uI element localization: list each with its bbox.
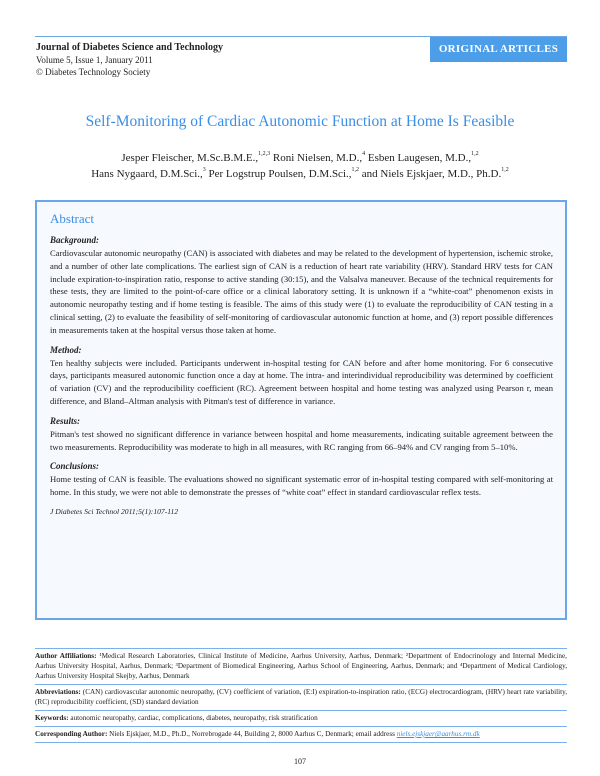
journal-title: Journal of Diabetes Science and Technology [36,42,223,53]
author: and Niels Ejskjaer, M.D., Ph.D. [359,168,502,180]
journal-info [36,42,223,78]
article-type-badge: ORIGINAL ARTICLES [430,37,567,62]
abstract-box [35,200,567,620]
results-text: Pitman's test showed no significant difference in variance between hospital and home measurements, indicating suitable agreement between the two measurements. Reproducibility was moderate to high in all measures, with RC ranging from 66–94% and CV ranging from 5–10%. [50,428,553,452]
abstract-heading: Abstract [50,211,95,226]
page-number: 107 [294,757,306,766]
affiliations-text: ¹Medical Research Laboratories, Clinical Institute of Medicine, Aarhus University, Aarhus, Denmark; ²Department of Endocrinology and Internal Medicine, Aarhus University Hospital, Aarhus, Denmark; ³Department of Biomedical Engineering, Aarhus School of Engineering, Aarhus, Denmark; and ⁴Department of Medical Cardiology, Aarhus University Hospital Skejby, Aarhus, Denmark [35,652,567,680]
keywords-text: autonomic neuropathy, cardiac, complications, diabetes, neuropathy, risk stratification [68,714,318,722]
corresponding-text: Niels Ejskjaer, M.D., Ph.D., Norrebrogade 44, Building 2, 8000 Aarhus C, Denmark; email address [107,730,397,738]
affiliation-mark: 3 [202,167,206,173]
affiliation-mark: 1,2 [501,167,509,173]
keywords [35,713,567,723]
author: Hans Nygaard, D.M.Sci., [91,168,203,180]
author: Jesper Fleischer, M.Sc.B.M.E., [121,152,259,164]
divider [35,726,567,727]
background-heading: Background: [50,235,100,245]
affiliation-mark: 1,2,3 [258,151,271,157]
method-text: Ten healthy subjects were included. Participants underwent in-hospital testing for CAN before and after home monitoring. For 6 consecutive days, participants measured autonomic function once a day at home. The intra- and interindividual reproducibility was determined by coefficient of variation (CV) and the reproducibility coefficient (RC). Agreement between hospital and home testing was analyzed using Pearson r, mean difference, and Bland–Altman analysis with Pitman's test of difference in variance. [50,357,553,406]
abbreviations-label: Abbreviations: [35,688,81,696]
author-affiliations [35,651,567,681]
results-heading: Results: [50,415,81,426]
email-link[interactable]: niels.ejskjaer@aarhus.rm.dk [396,730,480,738]
corresponding-label: Corresponding Author: [35,730,108,738]
author: Roni Nielsen, M.D., [270,152,363,164]
method-heading: Method: [50,344,82,355]
background-text: Cardiovascular autonomic neuropathy (CAN) is associated with diabetes and may be related to the development of hypertension, ischemic stroke, and a number of other late complications. The earliest sign of CAN is a reduction of heart rate variability (HRV). Standard HRV tests for CAN include expiration-to-inspiration ratio, response to active standing (30:15), and the Valsalva maneuver. Because of the technical requirements for these tests, they are limited to the point-of-care office or a clinical laboratory setting. It is unknown if a “white-coat” phenomenon exists in autonomic neuropathy testing and if home testing is feasible. The aims of this study were (1) to evaluate the reproducibility of CAN testing in a clinical setting, (2) to evaluate the feasibility of self-monitoring of cardiovascular autonomic function at home, and (3) report possible differences in measurements taken at the hospital versus those taken at home. [50,248,553,335]
citation: J Diabetes Sci Technol 2011;5(1):107-112 [50,506,179,516]
author-list [0,150,600,182]
conclusions-text: Home testing of CAN is feasible. The evaluations showed no significant systematic error of in-hospital testing compared with self-monitoring at home. In this study, we were not able to demonstrate the presses of “white coat” effect in standard cardiovascular reflex tests. [50,474,553,498]
abbreviations-text: (CAN) cardiovascular autonomic neuropathy, (CV) coefficient of variation, (E:I) expiration-to-inspiration ratio, (ECG) electrocardiogram, (HRV) heart rate variability, (RC) reproducibility coefficient, (SD) standard deviation [35,688,567,706]
divider [35,684,567,685]
affiliation-mark: 1,2 [471,151,479,157]
author: Esben Laugesen, M.D., [365,152,472,164]
journal-copyright: © Diabetes Technology Society [36,67,151,77]
abbreviations [35,687,567,707]
divider [35,648,567,649]
corresponding-author [35,729,567,739]
affiliation-mark: 4 [362,151,366,157]
article-title: Self-Monitoring of Cardiac Autonomic Function at Home Is Feasible [85,113,515,130]
author: Per Logstrup Poulsen, D.M.Sci., [205,168,352,180]
divider [35,742,567,743]
conclusions-heading: Conclusions: [50,461,100,472]
journal-volume: Volume 5, Issue 1, January 2011 [36,55,153,65]
keywords-label: Keywords: [35,714,69,722]
affiliation-mark: 1,2 [351,167,359,173]
affiliations-label: Author Affiliations: [35,652,97,660]
divider [35,710,567,711]
